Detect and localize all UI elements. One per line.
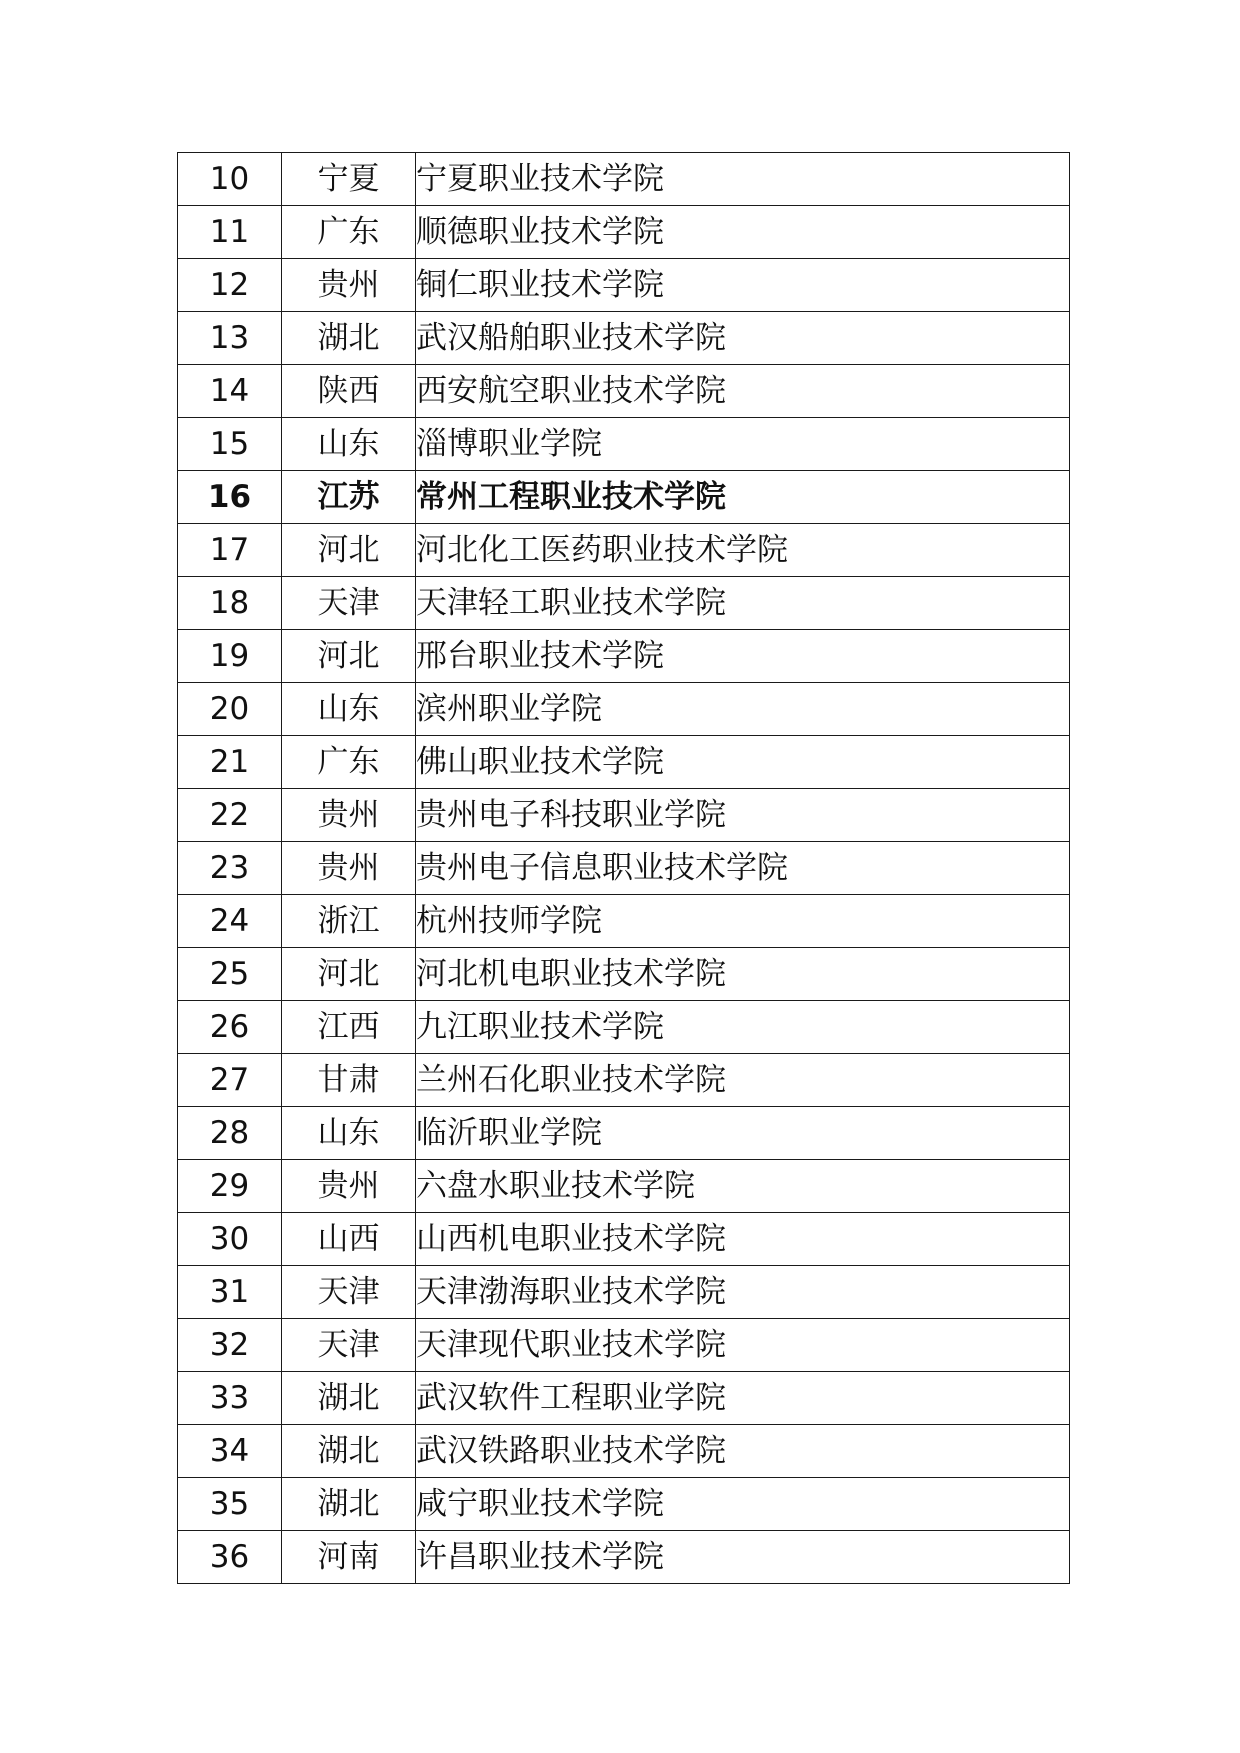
college-name-cell: 临沂职业学院	[416, 1107, 1070, 1160]
province-cell: 山东	[282, 418, 416, 471]
row-number-cell: 16	[178, 471, 282, 524]
table-row	[178, 1478, 1070, 1531]
row-number-cell: 35	[178, 1478, 282, 1531]
row-number-cell: 34	[178, 1425, 282, 1478]
college-name-cell: 淄博职业学院	[416, 418, 1070, 471]
province-cell: 河南	[282, 1531, 416, 1584]
table-row	[178, 683, 1070, 736]
row-number-cell: 10	[178, 153, 282, 206]
college-name-cell: 天津现代职业技术学院	[416, 1319, 1070, 1372]
table-row	[178, 1054, 1070, 1107]
row-number-cell: 14	[178, 365, 282, 418]
table-row	[178, 630, 1070, 683]
row-number-cell: 18	[178, 577, 282, 630]
province-cell: 山西	[282, 1213, 416, 1266]
table-row	[178, 1531, 1070, 1584]
college-name-cell: 西安航空职业技术学院	[416, 365, 1070, 418]
college-name-cell: 顺德职业技术学院	[416, 206, 1070, 259]
province-cell: 河北	[282, 524, 416, 577]
province-cell: 天津	[282, 1266, 416, 1319]
table-row	[178, 895, 1070, 948]
province-cell: 河北	[282, 948, 416, 1001]
table-row	[178, 365, 1070, 418]
row-number-cell: 27	[178, 1054, 282, 1107]
college-name-cell: 河北化工医药职业技术学院	[416, 524, 1070, 577]
table-row	[178, 1160, 1070, 1213]
table-row	[178, 842, 1070, 895]
table-row	[178, 1425, 1070, 1478]
province-cell: 江西	[282, 1001, 416, 1054]
college-name-cell: 武汉铁路职业技术学院	[416, 1425, 1070, 1478]
province-cell: 湖北	[282, 312, 416, 365]
row-number-cell: 26	[178, 1001, 282, 1054]
table-row	[178, 1213, 1070, 1266]
province-cell: 贵州	[282, 1160, 416, 1213]
province-cell: 宁夏	[282, 153, 416, 206]
table-row	[178, 153, 1070, 206]
college-name-cell: 常州工程职业技术学院	[416, 471, 1070, 524]
college-name-cell: 贵州电子信息职业技术学院	[416, 842, 1070, 895]
table-row	[178, 736, 1070, 789]
row-number-cell: 13	[178, 312, 282, 365]
college-name-cell: 咸宁职业技术学院	[416, 1478, 1070, 1531]
college-name-cell: 六盘水职业技术学院	[416, 1160, 1070, 1213]
row-number-cell: 30	[178, 1213, 282, 1266]
table-row	[178, 524, 1070, 577]
row-number-cell: 36	[178, 1531, 282, 1584]
row-number-cell: 11	[178, 206, 282, 259]
college-name-cell: 河北机电职业技术学院	[416, 948, 1070, 1001]
province-cell: 贵州	[282, 842, 416, 895]
province-cell: 山东	[282, 1107, 416, 1160]
college-name-cell: 宁夏职业技术学院	[416, 153, 1070, 206]
province-cell: 江苏	[282, 471, 416, 524]
college-name-cell: 天津轻工职业技术学院	[416, 577, 1070, 630]
college-name-cell: 兰州石化职业技术学院	[416, 1054, 1070, 1107]
college-name-cell: 武汉软件工程职业学院	[416, 1372, 1070, 1425]
table-row	[178, 1001, 1070, 1054]
province-cell: 广东	[282, 206, 416, 259]
row-number-cell: 20	[178, 683, 282, 736]
row-number-cell: 32	[178, 1319, 282, 1372]
province-cell: 甘肃	[282, 1054, 416, 1107]
college-name-cell: 滨州职业学院	[416, 683, 1070, 736]
table-row	[178, 1372, 1070, 1425]
row-number-cell: 19	[178, 630, 282, 683]
table-row	[178, 948, 1070, 1001]
college-name-cell: 天津渤海职业技术学院	[416, 1266, 1070, 1319]
table-row	[178, 789, 1070, 842]
row-number-cell: 23	[178, 842, 282, 895]
table-row	[178, 312, 1070, 365]
province-cell: 陕西	[282, 365, 416, 418]
college-name-cell: 贵州电子科技职业学院	[416, 789, 1070, 842]
province-cell: 贵州	[282, 789, 416, 842]
row-number-cell: 29	[178, 1160, 282, 1213]
table-row	[178, 577, 1070, 630]
row-number-cell: 31	[178, 1266, 282, 1319]
row-number-cell: 15	[178, 418, 282, 471]
table-row	[178, 1319, 1070, 1372]
college-list-table	[177, 152, 1070, 1584]
row-number-cell: 17	[178, 524, 282, 577]
college-name-cell: 铜仁职业技术学院	[416, 259, 1070, 312]
row-number-cell: 21	[178, 736, 282, 789]
province-cell: 河北	[282, 630, 416, 683]
row-number-cell: 12	[178, 259, 282, 312]
college-name-cell: 杭州技师学院	[416, 895, 1070, 948]
province-cell: 湖北	[282, 1478, 416, 1531]
province-cell: 广东	[282, 736, 416, 789]
table-row	[178, 259, 1070, 312]
province-cell: 湖北	[282, 1372, 416, 1425]
province-cell: 贵州	[282, 259, 416, 312]
row-number-cell: 24	[178, 895, 282, 948]
province-cell: 山东	[282, 683, 416, 736]
row-number-cell: 22	[178, 789, 282, 842]
row-number-cell: 25	[178, 948, 282, 1001]
province-cell: 湖北	[282, 1425, 416, 1478]
college-name-cell: 九江职业技术学院	[416, 1001, 1070, 1054]
table-row	[178, 1266, 1070, 1319]
college-name-cell: 邢台职业技术学院	[416, 630, 1070, 683]
college-name-cell: 山西机电职业技术学院	[416, 1213, 1070, 1266]
college-name-cell: 佛山职业技术学院	[416, 736, 1070, 789]
college-name-cell: 武汉船舶职业技术学院	[416, 312, 1070, 365]
province-cell: 天津	[282, 1319, 416, 1372]
table-row	[178, 1107, 1070, 1160]
row-number-cell: 28	[178, 1107, 282, 1160]
province-cell: 浙江	[282, 895, 416, 948]
table-body	[178, 153, 1070, 1584]
province-cell: 天津	[282, 577, 416, 630]
college-name-cell: 许昌职业技术学院	[416, 1531, 1070, 1584]
row-number-cell: 33	[178, 1372, 282, 1425]
table-row	[178, 206, 1070, 259]
table-row	[178, 418, 1070, 471]
table-row	[178, 471, 1070, 524]
